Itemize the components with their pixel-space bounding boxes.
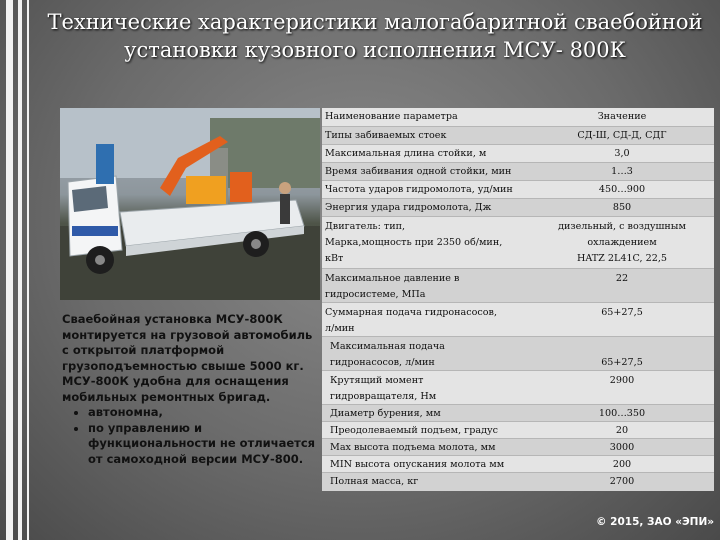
value-cell: 1…3 xyxy=(611,166,633,177)
header-param: Наименование параметра xyxy=(325,111,458,122)
value-cell: 100…350 xyxy=(598,408,646,419)
value-cell: 22 xyxy=(615,273,629,284)
table-row xyxy=(322,126,714,145)
param-cell: Крутящий момент xyxy=(330,375,424,386)
param-cell: Диаметр бурения, мм xyxy=(330,408,441,419)
header-value: Значение xyxy=(597,111,647,122)
table-row xyxy=(322,455,714,473)
value-cell: 20 xyxy=(615,425,629,436)
left-stripe xyxy=(6,0,13,540)
table-row xyxy=(322,438,714,456)
description-para: МСУ-800К удобна для оснащения мобильных ремонтных бригад. xyxy=(62,374,289,404)
param-cell: л/мин xyxy=(325,323,355,334)
table-row xyxy=(322,268,714,303)
table-row xyxy=(322,162,714,181)
description-text xyxy=(62,312,322,467)
param-cell: Полная масса, кг xyxy=(330,476,419,487)
table-row xyxy=(322,216,714,269)
table-row xyxy=(322,336,714,371)
bullet-item: • по управлению и функциональности не отличается от самоходной версии МСУ-800. xyxy=(88,421,322,468)
table-row xyxy=(322,472,714,491)
value-cell: 65+27,5 xyxy=(601,307,643,318)
specs-table xyxy=(322,108,714,490)
description-intro: Сваебойная установка МСУ-800К монтируется на грузовой автомобиль с открытой платформой грузоподъемностью свыше 5000 кг. xyxy=(62,312,313,373)
value-cell: 3,0 xyxy=(614,148,630,159)
param-cell: Максимальная подача xyxy=(330,341,445,352)
table-row xyxy=(322,180,714,199)
param-cell: Марка,мощность при 2350 об/мин, xyxy=(325,237,503,248)
slide-title xyxy=(40,8,710,64)
bullet-item: • автономна, xyxy=(88,405,322,421)
param-cell: Энергия удара гидромолота, Дж xyxy=(325,202,492,213)
param-cell: Типы забиваемых стоек xyxy=(325,130,447,141)
param-cell: гидронасосов, л/мин xyxy=(330,357,435,368)
left-stripe xyxy=(18,0,22,540)
value-cell: 850 xyxy=(612,202,632,213)
value-cell: 65+27,5 xyxy=(601,357,643,368)
value-cell: 2700 xyxy=(609,476,635,487)
title-line: установки кузовного исполнения МСУ- 800К xyxy=(124,38,626,62)
value-cell: дизельный, с воздушным xyxy=(558,221,686,232)
table-row xyxy=(322,198,714,217)
value-cell: СД-Ш, СД-Д, СДГ xyxy=(577,130,667,141)
param-cell: MIN высота опускания молота мм xyxy=(330,459,505,470)
param-cell: гидросистеме, МПа xyxy=(325,289,426,300)
param-cell: Время забивания одной стойки, мин xyxy=(325,166,512,177)
table-header xyxy=(322,108,714,126)
value-cell: HATZ 2L41C, 22,5 xyxy=(576,253,668,264)
table-row xyxy=(322,144,714,163)
value-cell: 2900 xyxy=(609,375,635,386)
param-cell: кВт xyxy=(325,253,344,264)
param-cell: Максимальное давление в xyxy=(325,273,460,284)
param-cell: Max высота подъема молота, мм xyxy=(330,442,496,453)
value-cell: 450…900 xyxy=(598,184,646,195)
param-cell: гидровращателя, Нм xyxy=(330,391,437,402)
table-row xyxy=(322,302,714,337)
value-cell: охлаждением xyxy=(587,237,657,248)
table-row xyxy=(322,370,714,405)
truck-illustration xyxy=(60,108,320,300)
title-line: Технические характеристики малогабаритной сваебойной xyxy=(47,10,703,34)
truck-photo xyxy=(60,108,320,300)
value-cell: 200 xyxy=(612,459,632,470)
param-cell: Преодолеваемый подъем, градус xyxy=(330,425,498,436)
param-cell: Максимальная длина стойки, м xyxy=(325,148,487,159)
left-stripe xyxy=(27,0,29,540)
description-bullets xyxy=(62,405,322,467)
param-cell: Двигатель: тип, xyxy=(325,221,406,232)
copyright-text: © 2015, ЗАО «ЭПИ» xyxy=(596,516,715,528)
table-row xyxy=(322,404,714,422)
value-cell: 3000 xyxy=(609,442,635,453)
param-cell: Частота ударов гидромолота, уд/мин xyxy=(325,184,513,195)
table-row xyxy=(322,421,714,439)
param-cell: Суммарная подача гидронасосов, xyxy=(325,307,498,318)
